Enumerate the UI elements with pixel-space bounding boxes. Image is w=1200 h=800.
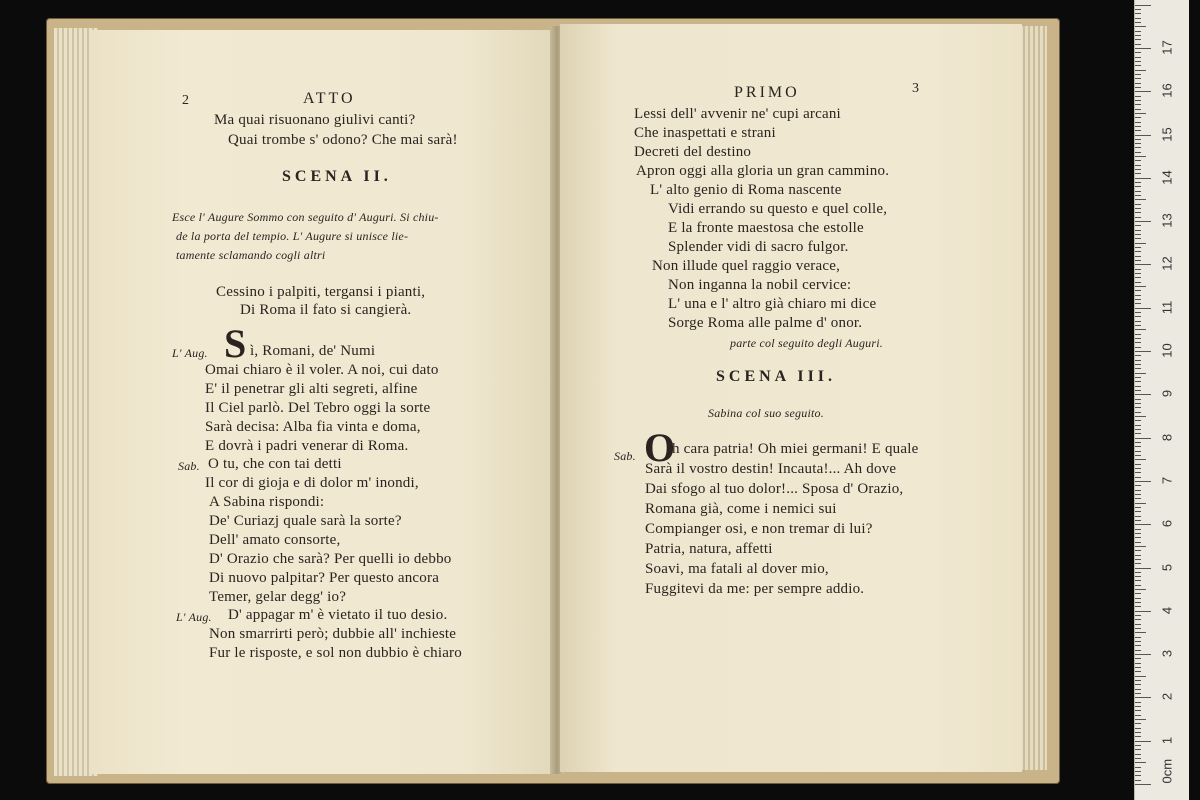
ruler-tick	[1135, 169, 1141, 170]
verse-line: L' alto genio di Roma nascente	[650, 182, 842, 198]
ruler-tick	[1135, 403, 1141, 404]
ruler-tick	[1135, 446, 1141, 447]
ruler-tick	[1135, 762, 1146, 763]
verse-line: Non inganna la nobil cervice:	[668, 277, 852, 293]
ruler-tick	[1135, 710, 1141, 711]
ruler-tick	[1135, 243, 1146, 244]
ruler-tick	[1135, 589, 1146, 590]
ruler-tick	[1135, 264, 1151, 265]
scene-direction: Sabina col suo seguito.	[708, 406, 824, 420]
ruler-tick	[1135, 580, 1141, 581]
ruler-tick	[1135, 109, 1141, 110]
verse-line: Sorge Roma alle palme d' onor.	[668, 315, 863, 331]
ruler-tick	[1135, 44, 1141, 45]
ruler-tick	[1135, 706, 1141, 707]
ruler-tick	[1135, 559, 1141, 560]
ruler-tick	[1135, 152, 1141, 153]
verse-line: Fur le risposte, e sol non dubbio è chiaro	[209, 645, 462, 661]
ruler-tick	[1135, 286, 1146, 287]
ruler-tick	[1135, 100, 1141, 101]
verse-line: Omai chiaro è il voler. A noi, cui dato	[205, 362, 439, 378]
ruler-tick	[1135, 533, 1141, 534]
verse-line: D' Orazio che sarà? Per quelli io debbo	[209, 551, 452, 567]
right-page	[560, 24, 1022, 772]
ruler-tick	[1135, 732, 1141, 733]
ruler-tick	[1135, 334, 1141, 335]
ruler-tick	[1135, 572, 1141, 573]
ruler-tick	[1135, 602, 1141, 603]
ruler-tick	[1135, 775, 1141, 776]
ruler-tick	[1135, 468, 1141, 469]
ruler-tick	[1135, 329, 1146, 330]
stage-direction-line: de la porta del tempio. L' Augure si unisce lie-	[176, 229, 409, 243]
ruler-number: 15	[1159, 126, 1175, 142]
ruler-tick	[1135, 225, 1141, 226]
ruler-tick	[1135, 13, 1141, 14]
ruler-tick	[1135, 529, 1141, 530]
ruler-tick	[1135, 606, 1141, 607]
ruler-tick	[1135, 312, 1141, 313]
ruler-tick	[1135, 91, 1151, 92]
ruler-tick	[1135, 373, 1146, 374]
ruler-tick	[1135, 282, 1141, 283]
ruler-tick	[1135, 585, 1141, 586]
verse-line: E dovrà i padri venerar di Roma.	[205, 438, 409, 454]
ruler-tick	[1135, 645, 1141, 646]
verse-line: Lessi dell' avvenir ne' cupi arcani	[634, 106, 841, 122]
ruler-tick	[1135, 650, 1141, 651]
verse-line: Soavi, ma fatali al dover mio,	[645, 561, 829, 577]
ruler-tick	[1135, 165, 1141, 166]
ruler-tick	[1135, 31, 1141, 32]
ruler-tick	[1135, 186, 1141, 187]
ruler-tick	[1135, 338, 1141, 339]
verse-line: O tu, che con tai detti	[208, 456, 342, 472]
ruler-tick	[1135, 464, 1141, 465]
ruler-tick	[1135, 576, 1141, 577]
ruler-tick	[1135, 425, 1141, 426]
ruler-tick	[1135, 771, 1141, 772]
ruler-tick	[1135, 697, 1151, 698]
ruler-tick	[1135, 546, 1146, 547]
ruler-tick	[1135, 472, 1141, 473]
ruler-tick	[1135, 394, 1151, 395]
ruler-tick	[1135, 377, 1141, 378]
ruler-tick	[1135, 593, 1141, 594]
right-page-number: 3	[912, 81, 920, 96]
ruler-tick	[1135, 269, 1141, 270]
ruler-tick	[1135, 386, 1141, 387]
ruler-tick	[1135, 122, 1141, 123]
ruler-tick	[1135, 719, 1146, 720]
ruler-number: 7	[1159, 476, 1175, 485]
ruler-tick	[1135, 26, 1146, 27]
ruler-tick	[1135, 680, 1141, 681]
ruler-tick	[1135, 277, 1141, 278]
ruler-tick	[1135, 429, 1141, 430]
ruler-tick	[1135, 70, 1146, 71]
ruler-tick	[1135, 308, 1151, 309]
ruler-number: 16	[1159, 83, 1175, 98]
verse-line: Dai sfogo al tuo dolor!... Sposa d' Orazio,	[645, 481, 904, 497]
stage-direction-line: Esce l' Augure Sommo con seguito d' Auguri. Si chiu-	[172, 210, 439, 224]
ruler-tick	[1135, 563, 1141, 564]
ruler-tick	[1135, 295, 1141, 296]
ruler-tick	[1135, 191, 1141, 192]
ruler-tick	[1135, 477, 1141, 478]
ruler-tick	[1135, 117, 1141, 118]
ruler-tick	[1135, 624, 1141, 625]
ruler-tick	[1135, 130, 1141, 131]
ruler-number: 1	[1159, 736, 1175, 744]
ruler-number: 6	[1159, 520, 1175, 528]
ruler-tick	[1135, 490, 1141, 491]
verse-line: L' una e l' altro già chiaro mi dice	[668, 296, 877, 312]
ruler-tick	[1135, 702, 1141, 703]
ruler-tick	[1135, 641, 1141, 642]
speaker-label: L' Aug.	[172, 346, 208, 360]
ruler-tick	[1135, 195, 1141, 196]
ruler-tick	[1135, 615, 1141, 616]
verse-line: Decreti del destino	[634, 144, 752, 160]
ruler-tick	[1135, 364, 1141, 365]
ruler-tick	[1135, 749, 1141, 750]
ruler-tick	[1135, 260, 1141, 261]
verse-line: E' il penetrar gli alti segreti, alfine	[205, 381, 418, 397]
ruler-tick	[1135, 723, 1141, 724]
ruler-tick	[1135, 65, 1141, 66]
ruler-tick	[1135, 74, 1141, 75]
verse-line: ì, Romani, de' Numi	[250, 343, 376, 359]
ruler-tick	[1135, 160, 1141, 161]
ruler-tick	[1135, 758, 1141, 759]
ruler-tick	[1135, 494, 1141, 495]
ruler-number: 17	[1159, 40, 1175, 55]
ruler-tick	[1135, 667, 1141, 668]
ruler-tick	[1135, 676, 1146, 677]
ruler-tick	[1135, 182, 1141, 183]
drop-capital: O	[644, 425, 676, 470]
verse-line: D' appagar m' è vietato il tuo desio.	[228, 607, 448, 623]
ruler-tick	[1135, 451, 1141, 452]
ruler-tick	[1135, 485, 1141, 486]
ruler-tick	[1135, 18, 1141, 19]
ruler-tick	[1135, 5, 1151, 6]
measuring-ruler	[1134, 0, 1189, 800]
ruler-tick	[1135, 745, 1141, 746]
ruler-tick	[1135, 399, 1141, 400]
ruler-tick	[1135, 420, 1141, 421]
ruler-tick	[1135, 741, 1151, 742]
ruler-tick	[1135, 715, 1141, 716]
ruler-tick	[1135, 481, 1151, 482]
ruler-tick	[1135, 325, 1141, 326]
ruler-tick	[1135, 87, 1141, 88]
verse-line: Che inaspettati e strani	[634, 125, 776, 141]
speaker-label: Sab.	[178, 459, 200, 473]
verse-line: Sarà decisa: Alba fia vinta e doma,	[205, 419, 421, 435]
ruler-tick	[1135, 104, 1141, 105]
ruler-tick	[1135, 342, 1141, 343]
ruler-number: 13	[1159, 213, 1175, 228]
ruler-tick	[1135, 516, 1141, 517]
right-scene-title: SCENA III.	[716, 368, 837, 385]
ruler-tick	[1135, 234, 1141, 235]
ruler-tick	[1135, 212, 1141, 213]
ruler-tick	[1135, 550, 1141, 551]
ruler-tick	[1135, 347, 1141, 348]
verse-line: Non illude quel raggio verace,	[652, 258, 841, 274]
ruler-tick	[1135, 83, 1141, 84]
ruler-tick	[1135, 178, 1151, 179]
ruler-tick	[1135, 736, 1141, 737]
ruler-tick	[1135, 628, 1141, 629]
ruler-tick	[1135, 290, 1141, 291]
ruler-tick	[1135, 135, 1151, 136]
chorus-line: Di Roma il fato si cangierà.	[240, 302, 412, 318]
ruler-tick	[1135, 754, 1141, 755]
ruler-number: 3	[1159, 649, 1175, 658]
ruler-number: 2	[1159, 693, 1175, 701]
left-verse-line: Quai trombe s' odono? Che mai sarà!	[228, 132, 458, 148]
ruler-tick	[1135, 632, 1146, 633]
ruler-tick	[1135, 689, 1141, 690]
ruler-tick	[1135, 217, 1141, 218]
ruler-tick	[1135, 511, 1141, 512]
ruler-tick	[1135, 407, 1141, 408]
ruler-tick	[1135, 568, 1151, 569]
ruler-tick	[1135, 156, 1146, 157]
ruler-tick	[1135, 61, 1141, 62]
left-running-head: ATTO	[303, 90, 356, 107]
ruler-tick	[1135, 780, 1141, 781]
ruler-tick	[1135, 52, 1141, 53]
drop-capital: S	[224, 321, 247, 366]
verse-line: h cara patria! Oh miei germani! E quale	[672, 441, 919, 457]
ruler-tick	[1135, 671, 1141, 672]
ruler-tick	[1135, 438, 1151, 439]
ruler-tick	[1135, 360, 1141, 361]
ruler-tick	[1135, 299, 1141, 300]
ruler-tick	[1135, 238, 1141, 239]
ruler-tick	[1135, 784, 1151, 785]
verse-line: A Sabina rispondi:	[209, 494, 325, 510]
ruler-tick	[1135, 230, 1141, 231]
ruler-tick	[1135, 199, 1146, 200]
ruler-number: 5	[1159, 563, 1175, 571]
ruler-tick	[1135, 598, 1141, 599]
verse-line: Temer, gelar degg' io?	[209, 589, 347, 605]
ruler-tick	[1135, 459, 1146, 460]
ruler-tick	[1135, 321, 1141, 322]
ruler-number: 11	[1159, 300, 1175, 314]
verse-line: Dell' amato consorte,	[209, 532, 341, 548]
ruler-tick	[1135, 619, 1141, 620]
verse-line: E la fronte maestosa che estolle	[668, 220, 864, 236]
ruler-tick	[1135, 139, 1141, 140]
ruler-tick	[1135, 113, 1146, 114]
left-scene-title: SCENA II.	[282, 168, 392, 185]
ruler-tick	[1135, 658, 1141, 659]
ruler-tick	[1135, 251, 1141, 252]
speaker-label: Sab.	[614, 449, 636, 463]
ruler-tick	[1135, 537, 1141, 538]
ruler-tick	[1135, 368, 1141, 369]
ruler-tick	[1135, 208, 1141, 209]
ruler-tick	[1135, 355, 1141, 356]
verse-line: Apron oggi alla gloria un gran cammino.	[636, 163, 890, 179]
right-running-head: PRIMO	[734, 84, 800, 101]
stage-direction-line: tamente sclamando cogli altri	[176, 248, 326, 262]
speaker-label: L' Aug.	[176, 610, 212, 624]
ruler-tick	[1135, 507, 1141, 508]
ruler-tick	[1135, 524, 1151, 525]
verse-line: De' Curiazj quale sarà la sorte?	[209, 513, 402, 529]
ruler-tick	[1135, 57, 1141, 58]
ruler-tick	[1135, 520, 1141, 521]
ruler-tick	[1135, 416, 1146, 417]
ruler-tick	[1135, 78, 1141, 79]
ruler-tick	[1135, 96, 1141, 97]
ruler-tick	[1135, 351, 1151, 352]
verse-line: Patria, natura, affetti	[645, 541, 773, 557]
ruler-number: 10	[1159, 343, 1175, 358]
exit-direction: parte col seguito degli Auguri.	[730, 336, 883, 350]
ruler-tick	[1135, 381, 1141, 382]
ruler-tick	[1135, 611, 1151, 612]
ruler-number: 8	[1159, 433, 1175, 441]
ruler-tick	[1135, 663, 1141, 664]
left-verse-line: Ma quai risuonano giulivi canti?	[214, 112, 416, 128]
ruler-tick	[1135, 684, 1141, 685]
ruler-tick	[1135, 204, 1141, 205]
ruler-tick	[1135, 221, 1151, 222]
ruler-tick	[1135, 273, 1141, 274]
verse-line: Non smarrirti però; dubbie all' inchieste	[209, 626, 457, 642]
ruler-tick	[1135, 39, 1141, 40]
verse-line: Splender vidi di sacro fulgor.	[668, 239, 849, 255]
ruler-tick	[1135, 9, 1141, 10]
ruler-number: 9	[1159, 390, 1175, 398]
ruler-tick	[1135, 542, 1141, 543]
ruler-tick	[1135, 247, 1141, 248]
ruler-tick	[1135, 498, 1141, 499]
ruler-tick	[1135, 654, 1151, 655]
chorus-line: Cessino i palpiti, tergansi i pianti,	[216, 284, 426, 300]
ruler-tick	[1135, 637, 1141, 638]
verse-line: Di nuovo palpitar? Per questo ancora	[209, 570, 440, 586]
verse-line: Il Ciel parlò. Del Tebro oggi la sorte	[205, 400, 431, 416]
ruler-tick	[1135, 390, 1141, 391]
ruler-tick	[1135, 48, 1151, 49]
verse-line: Romana già, come i nemici sui	[645, 501, 837, 517]
ruler-tick	[1135, 767, 1141, 768]
ruler-number: 14	[1159, 170, 1175, 185]
ruler-tick	[1135, 143, 1141, 144]
ruler-number: 12	[1159, 256, 1175, 272]
ruler-tick	[1135, 555, 1141, 556]
ruler-tick	[1135, 126, 1141, 127]
verse-line: Fuggitevi da me: per sempre addio.	[645, 581, 865, 597]
ruler-tick	[1135, 503, 1146, 504]
ruler-tick	[1135, 256, 1141, 257]
verse-line: Compianger osi, e non tremar di lui?	[645, 521, 873, 537]
verse-line: Vidi errando su questo e quel colle,	[668, 201, 888, 217]
ruler-tick	[1135, 303, 1141, 304]
ruler-tick	[1135, 728, 1141, 729]
ruler-tick	[1135, 433, 1141, 434]
ruler-tick	[1135, 173, 1141, 174]
verse-line: Il cor di gioja e di dolor m' inondi,	[205, 475, 419, 491]
ruler-number: 4	[1159, 606, 1175, 614]
ruler-tick	[1135, 693, 1141, 694]
ruler-tick	[1135, 22, 1141, 23]
ruler-unit-label: 0cm	[1159, 758, 1175, 784]
verse-line: Sarà il vostro destin! Incauta!... Ah dove	[645, 461, 897, 477]
ruler-tick	[1135, 412, 1141, 413]
ruler-tick	[1135, 35, 1141, 36]
ruler-tick	[1135, 147, 1141, 148]
left-page-number: 2	[182, 93, 190, 108]
ruler-tick	[1135, 316, 1141, 317]
ruler-tick	[1135, 455, 1141, 456]
ruler-tick	[1135, 442, 1141, 443]
